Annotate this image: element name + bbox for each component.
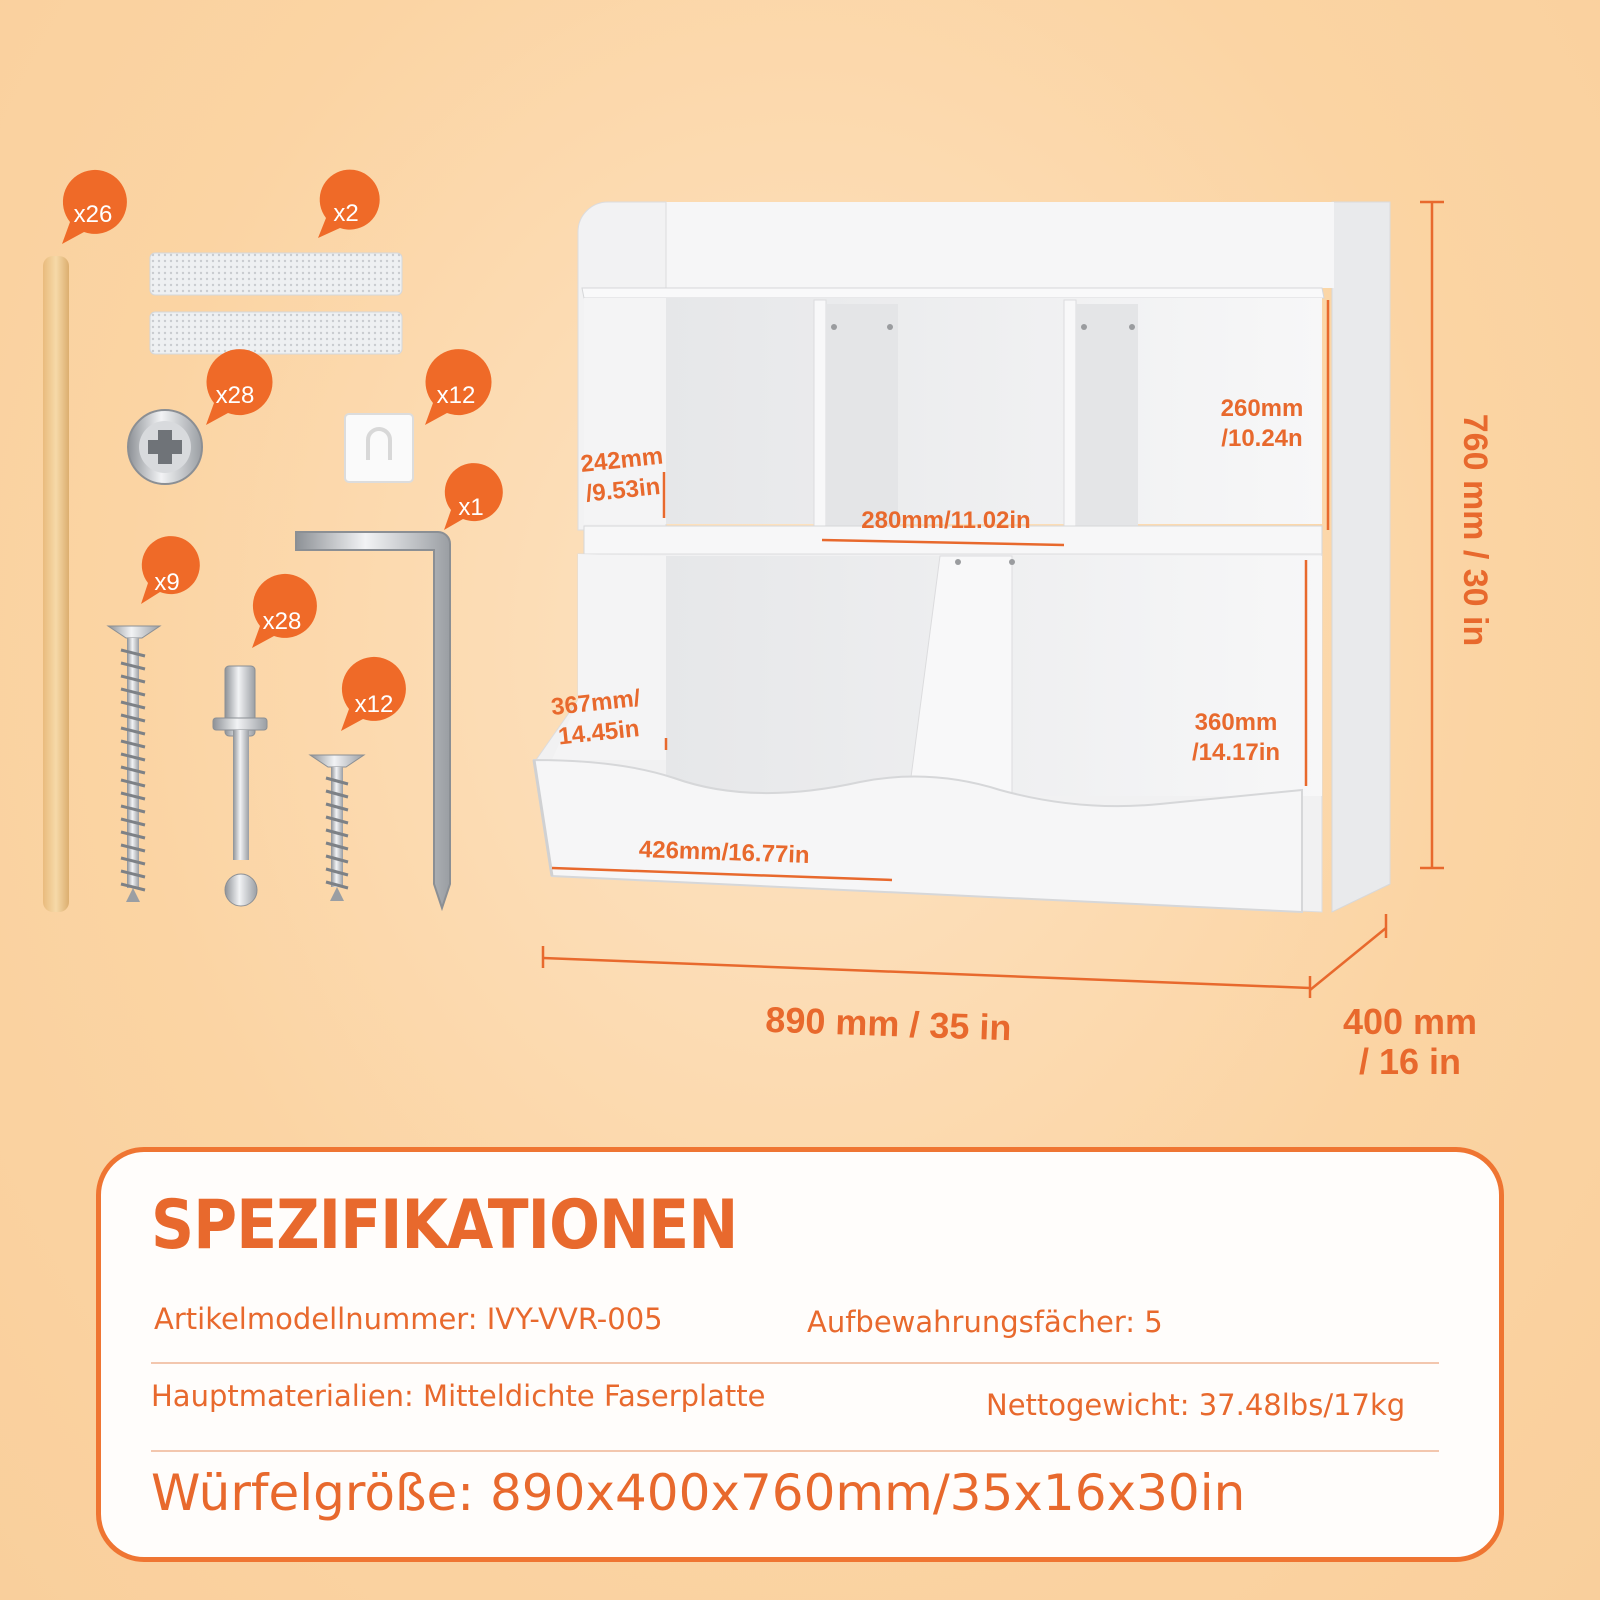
- qty-badge: [206, 349, 273, 425]
- bottom-bin-width-label: 426mm/16.77in: [638, 836, 811, 869]
- svg-text:x28: x28: [262, 608, 302, 635]
- depth-label-line2: / 16 in: [1358, 1041, 1462, 1082]
- qty-badge: [252, 574, 317, 648]
- bottom-right-bin-label: 360mm: [1194, 709, 1278, 736]
- qty-badge: [141, 536, 200, 604]
- top-left-cube-label-2: /9.53in: [584, 472, 662, 508]
- top-right-cube-label: 260mm: [1220, 395, 1304, 422]
- short-screw-thread: [326, 778, 348, 888]
- svg-text:x26: x26: [73, 201, 113, 228]
- bottom-right-bin-label-2: /14.17in: [1191, 739, 1281, 766]
- svg-text:x1: x1: [458, 494, 484, 521]
- qty-badge: [62, 170, 127, 244]
- cam-lock-icon: [128, 410, 202, 484]
- wooden-dowel-icon: [43, 256, 69, 912]
- short-screw-icon: [310, 755, 364, 901]
- wall-bracket-icon: [345, 414, 413, 482]
- svg-text:x2: x2: [333, 200, 359, 227]
- svg-text:x12: x12: [436, 382, 476, 409]
- toy-storage-shelf: [534, 202, 1390, 912]
- specifications-title: SPEZIFIKATIONEN: [151, 1186, 738, 1265]
- top-right-cube-label-2: /10.24n: [1221, 425, 1303, 452]
- top-left-cube-label: 242mm: [579, 442, 665, 478]
- divider: [151, 1362, 1439, 1364]
- net-weight: Nettogewicht: 37.48lbs/17kg: [986, 1388, 1406, 1422]
- svg-text:x9: x9: [154, 569, 180, 596]
- top-middle-cube-label: 280mm/11.02in: [861, 507, 1031, 534]
- bottom-left-bin-label: 367mm/: [549, 684, 642, 721]
- bottom-left-bin-label-2: 14.45in: [556, 715, 641, 751]
- qty-badge: [425, 349, 492, 425]
- model-number: Artikelmodellnummer: IVY-VVR-005: [154, 1302, 663, 1336]
- svg-text:x12: x12: [354, 691, 394, 718]
- specifications-card: [96, 1147, 1504, 1562]
- compartments: Aufbewahrungsfächer: 5: [807, 1305, 1163, 1339]
- depth-label-line1: 400 mm: [1342, 1001, 1478, 1042]
- anti-tip-strap-icon: [150, 253, 402, 354]
- width-label: 890 mm / 35 in: [764, 998, 1013, 1049]
- svg-text:x28: x28: [215, 382, 255, 409]
- divider: [151, 1450, 1439, 1452]
- cube-size: Würfelgröße: 890x400x760mm/35x16x30in: [151, 1464, 1246, 1522]
- qty-badge: [318, 170, 380, 238]
- height-label: 760 mm / 30 in: [1456, 413, 1494, 647]
- cam-bolt-icon: [213, 666, 267, 906]
- qty-badge: [341, 657, 406, 731]
- qty-badge: [444, 463, 503, 530]
- main-material: Hauptmaterialien: Mitteldichte Faserplatte: [151, 1379, 766, 1413]
